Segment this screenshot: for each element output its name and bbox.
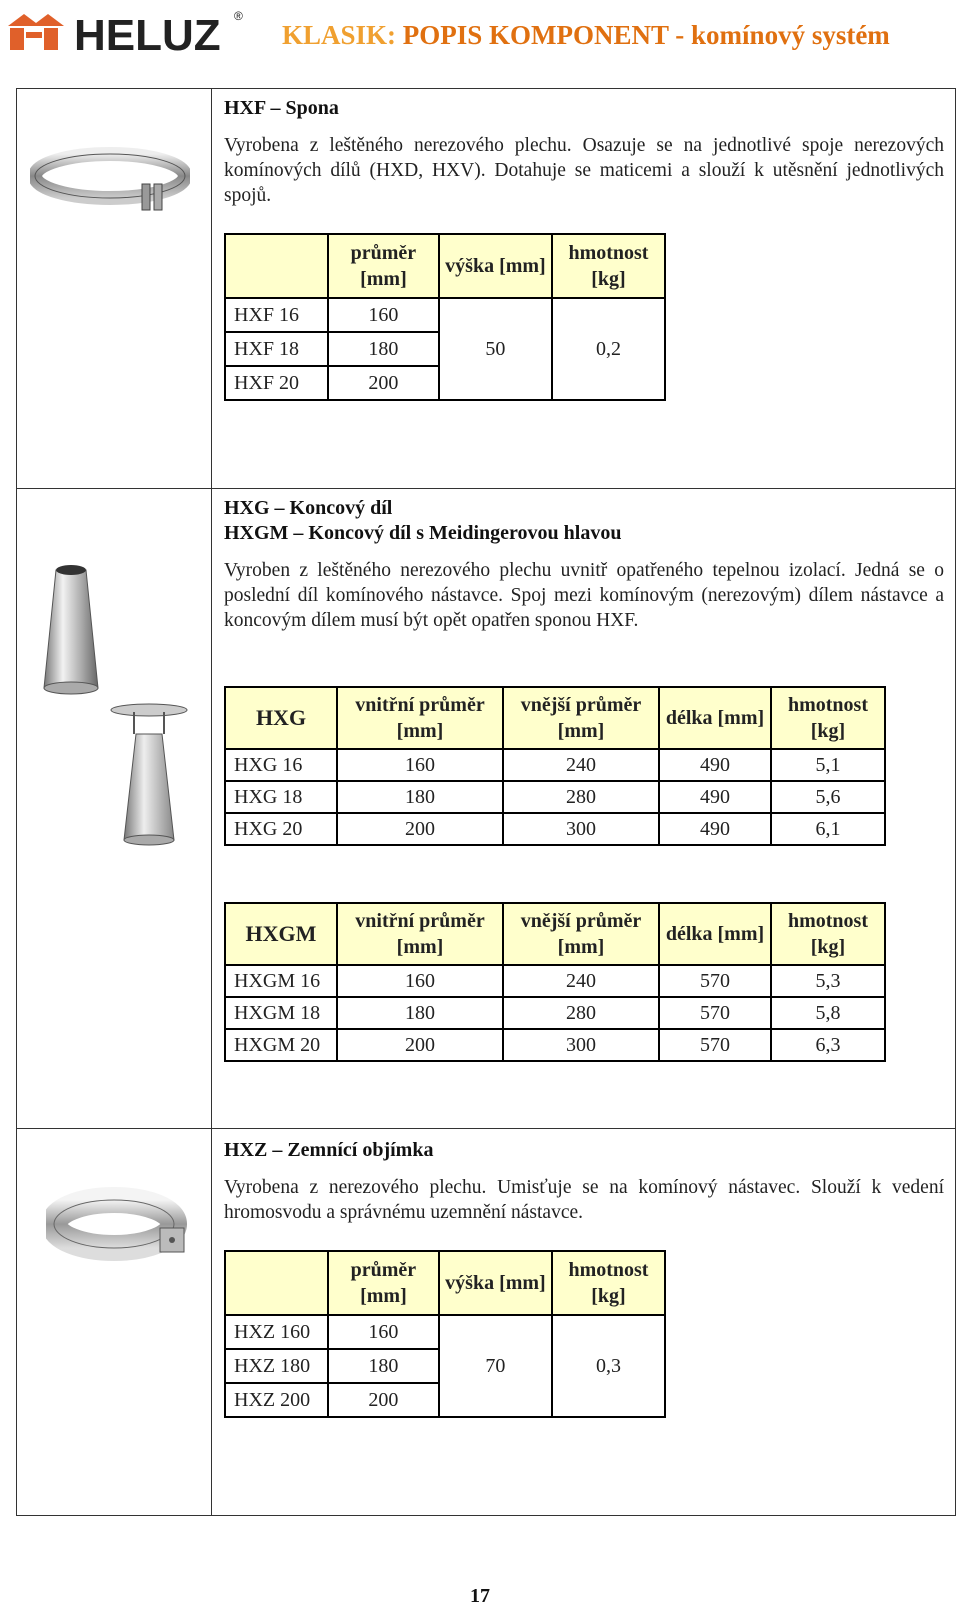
hxz-row-name: HXZ 200: [225, 1383, 328, 1417]
hxgm-end-piece-image: [108, 700, 190, 850]
cell: 240: [503, 965, 659, 997]
hxgm-header-outer: vnější průměr [mm]: [503, 903, 659, 965]
cell: 570: [659, 997, 771, 1029]
table-row: [225, 813, 885, 845]
page-number: 17: [470, 1585, 490, 1607]
cell: 5,6: [771, 781, 885, 813]
table-row: [225, 298, 665, 332]
hxf-row-name: HXF 18: [225, 332, 328, 366]
hxf-section: [224, 96, 944, 208]
cell: HXGM 16: [225, 965, 337, 997]
hxgm-table: [224, 902, 886, 1062]
hxz-row-prumer: 200: [328, 1383, 439, 1417]
hxgm-header-inner: vnitřní průměr [mm]: [337, 903, 503, 965]
row-divider-2: [16, 1128, 956, 1129]
cell: HXG 20: [225, 813, 337, 845]
hxz-section: [224, 1138, 944, 1225]
cell: 280: [503, 781, 659, 813]
hxf-header-prumer: průměr [mm]: [328, 234, 439, 298]
table-row: [225, 997, 885, 1029]
cell: 570: [659, 965, 771, 997]
cell: HXGM 20: [225, 1029, 337, 1061]
cell: 200: [337, 813, 503, 845]
hxz-title: HXZ – Zemnící objímka: [224, 1139, 434, 1161]
cell: 160: [337, 965, 503, 997]
hxz-corner: [225, 1251, 328, 1315]
hxf-header-vyska: výška [mm]: [439, 234, 552, 298]
hxg-header-weight: hmotnost [kg]: [771, 687, 885, 749]
logo-text: HELUZ: [74, 11, 221, 54]
hxz-row-name: HXZ 160: [225, 1315, 328, 1349]
cell: HXG 18: [225, 781, 337, 813]
table-row: [225, 749, 885, 781]
table-row: [225, 1029, 885, 1061]
cell: 240: [503, 749, 659, 781]
row-divider-1: [16, 488, 956, 489]
table-row: [225, 781, 885, 813]
hxf-description: Vyrobena z leštěného nerezového plechu. Osazuje se na jednotlivé spoje nerezových komínových dílů (HXD, HXV). Dotahuje se maticemi a slouží k utěsnění jednotlivých spojů.: [224, 135, 944, 206]
hxz-header-vyska: výška [mm]: [439, 1251, 552, 1315]
title-klasik: KLASIK:: [282, 20, 397, 50]
cell: 280: [503, 997, 659, 1029]
cell: 200: [337, 1029, 503, 1061]
hxf-title: HXF – Spona: [224, 97, 339, 119]
hxg-label: HXG: [225, 687, 337, 749]
cell: 570: [659, 1029, 771, 1061]
hxz-grounding-clamp-image: [46, 1186, 196, 1282]
hxz-row-prumer: 160: [328, 1315, 439, 1349]
hxf-header-hmotnost: hmotnost [kg]: [552, 234, 665, 298]
hxgm-header-weight: hmotnost [kg]: [771, 903, 885, 965]
cell: 180: [337, 781, 503, 813]
cell: 300: [503, 813, 659, 845]
heluz-logo: [4, 6, 244, 54]
table-row: [225, 1315, 665, 1349]
hxg-header-inner: vnitřní průměr [mm]: [337, 687, 503, 749]
hxf-row-name: HXF 16: [225, 298, 328, 332]
hxg-section: [224, 496, 944, 633]
hxz-vyska: 70: [439, 1315, 552, 1417]
hxf-row-prumer: 180: [328, 332, 439, 366]
cell: 6,3: [771, 1029, 885, 1061]
cell: 5,8: [771, 997, 885, 1029]
table-row: [225, 965, 885, 997]
cell: HXGM 18: [225, 997, 337, 1029]
hxf-corner: [225, 234, 328, 298]
hxf-hmotnost: 0,2: [552, 298, 665, 400]
cell: HXG 16: [225, 749, 337, 781]
cell: 490: [659, 749, 771, 781]
hxg-description: Vyroben z leštěného nerezového plechu uvnitř opatřeného tepelnou izolací. Jedná se o poslední díl komínového nástavce. Spoj mezi komínovým (nerezovým) dílem nástavce a koncovým dílem musí být opět opatřen sponou HXF.: [224, 560, 944, 631]
hxg-header-outer: vnější průměr [mm]: [503, 687, 659, 749]
hxgm-title: HXGM – Koncový díl s Meidingerovou hlavou: [224, 522, 622, 544]
hxg-table: [224, 686, 886, 846]
hxg-title: HXG – Koncový díl: [224, 497, 393, 519]
registered-mark: ®: [234, 9, 243, 23]
hxf-row-prumer: 200: [328, 366, 439, 400]
hxf-row-prumer: 160: [328, 298, 439, 332]
hxz-row-prumer: 180: [328, 1349, 439, 1383]
hxf-table: [224, 233, 666, 401]
hxz-hmotnost: 0,3: [552, 1315, 665, 1417]
hxz-header-prumer: průměr [mm]: [328, 1251, 439, 1315]
hxz-header-hmotnost: hmotnost [kg]: [552, 1251, 665, 1315]
hxf-row-name: HXF 20: [225, 366, 328, 400]
hxg-end-piece-image: [36, 560, 106, 700]
cell: 180: [337, 997, 503, 1029]
column-divider: [211, 88, 212, 1516]
hxf-clamp-image: [30, 140, 190, 220]
hxz-description: Vyrobena z nerezového plechu. Umisťuje se na komínový nástavec. Slouží k vedení hromosvodu a správnému uzemnění nástavce.: [224, 1177, 944, 1223]
hxgm-label: HXGM: [225, 903, 337, 965]
cell: 6,1: [771, 813, 885, 845]
cell: 300: [503, 1029, 659, 1061]
hxg-header-length: délka [mm]: [659, 687, 771, 749]
title-rest: POPIS KOMPONENT - komínový systém: [402, 20, 890, 50]
cell: 490: [659, 813, 771, 845]
cell: 5,3: [771, 965, 885, 997]
hxz-table: [224, 1250, 666, 1418]
cell: 5,1: [771, 749, 885, 781]
cell: 490: [659, 781, 771, 813]
hxz-row-name: HXZ 180: [225, 1349, 328, 1383]
cell: 160: [337, 749, 503, 781]
page-title: [282, 20, 890, 51]
hxf-vyska: 50: [439, 298, 552, 400]
hxgm-header-length: délka [mm]: [659, 903, 771, 965]
